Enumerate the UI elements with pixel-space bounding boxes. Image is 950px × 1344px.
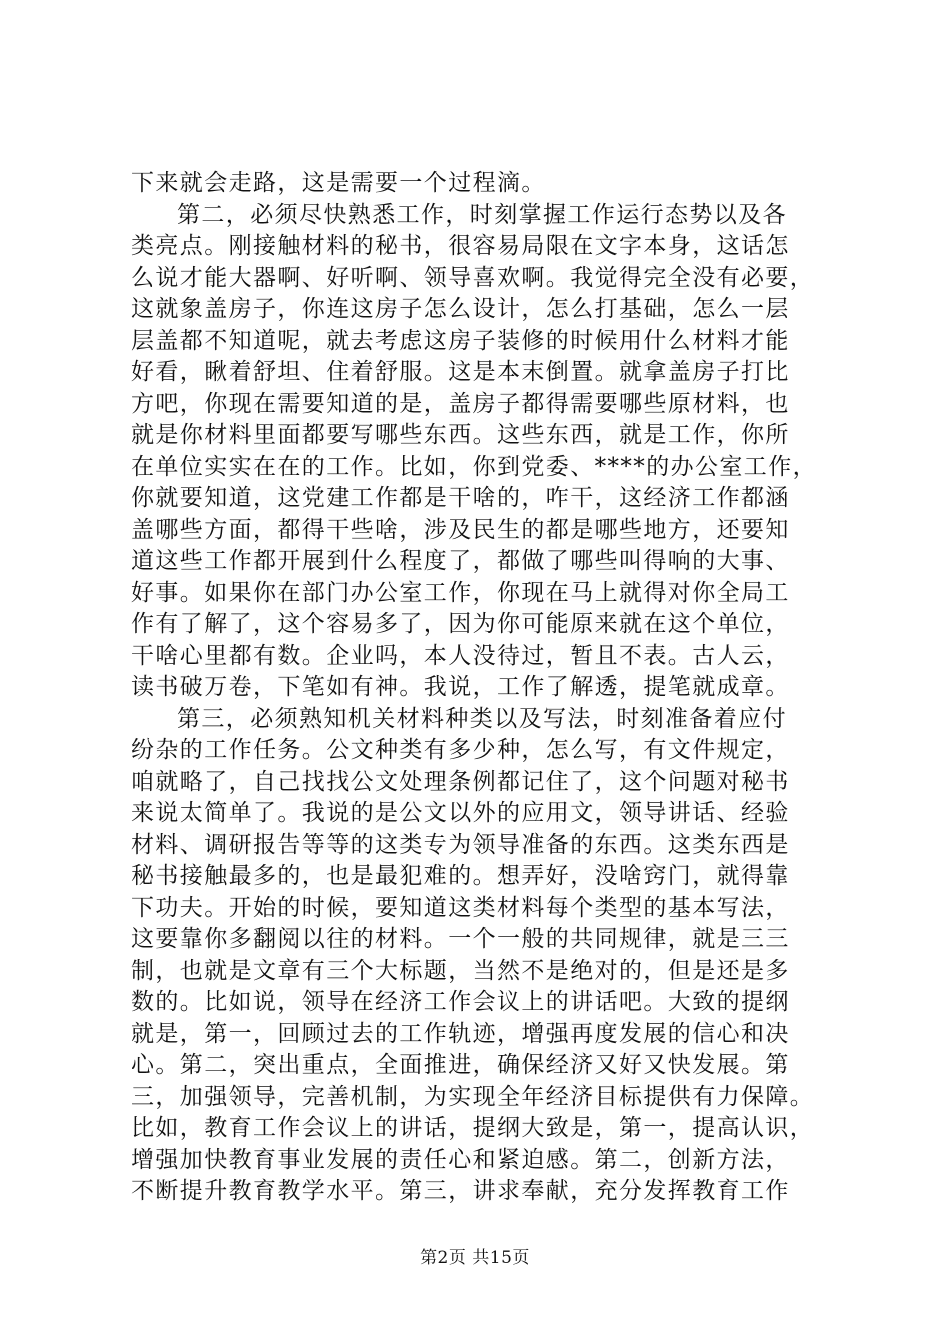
page-number-footer: 第2页 共15页 [420,1248,530,1268]
text-line: 增强加快教育事业发展的责任心和紧迫感。第二，创新方法， [131,1146,790,1173]
text-line: 心。第二，突出重点，全面推进，确保经济又好又快发展。第 [131,1052,790,1078]
text-line: 比如，教育工作会议上的讲话，提纲大致是，第一，提高认识， [131,1115,815,1141]
text-line: 道这些工作都开展到什么程度了，都做了哪些叫得响的大事、 [131,548,790,574]
text-line: 材料、调研报告等等的这类专为领导准备的东西。这类东西是 [131,831,790,858]
text-line: 好看，瞅着舒坦、住着舒服。这是本末倒置。就拿盖房子打比 [131,359,790,385]
text-line: 下来就会走路，这是需要一个过程滴。 [131,170,546,196]
text-line: 这就象盖房子，你连这房子怎么设计，怎么打基础，怎么一层 [131,296,790,322]
paragraph-start-line: 第三，必须熟知机关材料种类以及写法，时刻准备着应付 [177,705,787,732]
text-line: 层盖都不知道呢，就去考虑这房子装修的时候用什么材料才能 [131,327,790,354]
text-line: 么说才能大器啊、好听啊、领导喜欢啊。我觉得完全没有必要， [131,264,815,291]
text-line: 类亮点。刚接触材料的秘书，很容易局限在文字本身，这话怎 [131,233,790,259]
text-line: 好事。如果你在部门办公室工作，你现在马上就得对你全局工 [131,579,790,606]
text-line: 数的。比如说，领导在经济工作会议上的讲话吧。大致的提纲 [131,989,790,1015]
text-line: 下功夫。开始的时候，要知道这类材料每个类型的基本写法， [131,894,790,921]
text-line: 盖哪些方面，都得干些啥，涉及民生的都是哪些地方，还要知 [131,516,790,543]
text-line: 干啥心里都有数。企业吗，本人没待过，暂且不表。古人云， [131,642,790,669]
document-body [131,168,831,1208]
text-line: 秘书接触最多的，也是最犯难的。想弄好，没啥窍门，就得靠 [131,863,790,889]
text-line: 在单位实实在在的工作。比如，你到党委、****的办公室工作， [131,453,817,480]
text-line: 不断提升教育教学水平。第三，讲求奉献，充分发挥教育工作 [131,1178,790,1204]
text-line: 纷杂的工作任务。公文种类有多少种，怎么写，有文件规定， [131,737,790,763]
text-line: 你就要知道，这党建工作都是干啥的，咋干，这经济工作都涵 [131,485,790,511]
text-line: 就是，第一，回顾过去的工作轨迹，增强再度发展的信心和决 [131,1020,790,1047]
text-line: 这要靠你多翻阅以往的材料。一个一般的共同规律，就是三三 [131,926,790,952]
text-line: 读书破万卷，下笔如有神。我说，工作了解透，提笔就成章。 [131,674,790,700]
text-line: 就是你材料里面都要写哪些东西。这些东西，就是工作，你所 [131,422,790,448]
text-line: 咱就略了，自己找找公文处理条例都记住了，这个问题对秘书 [131,768,790,795]
text-line: 三，加强领导，完善机制，为实现全年经济目标提供有力保障。 [131,1083,815,1110]
text-line: 制，也就是文章有三个大标题，当然不是绝对的，但是还是多 [131,957,790,984]
paragraph-start-line: 第二，必须尽快熟悉工作，时刻掌握工作运行态势以及各 [177,201,787,228]
text-line: 作有了解了，这个容易多了，因为你可能原来就在这个单位， [131,611,790,637]
text-line: 方吧，你现在需要知道的是，盖房子都得需要哪些原材料，也 [131,390,790,417]
text-line: 来说太简单了。我说的是公文以外的应用文，领导讲话、经验 [131,800,790,826]
